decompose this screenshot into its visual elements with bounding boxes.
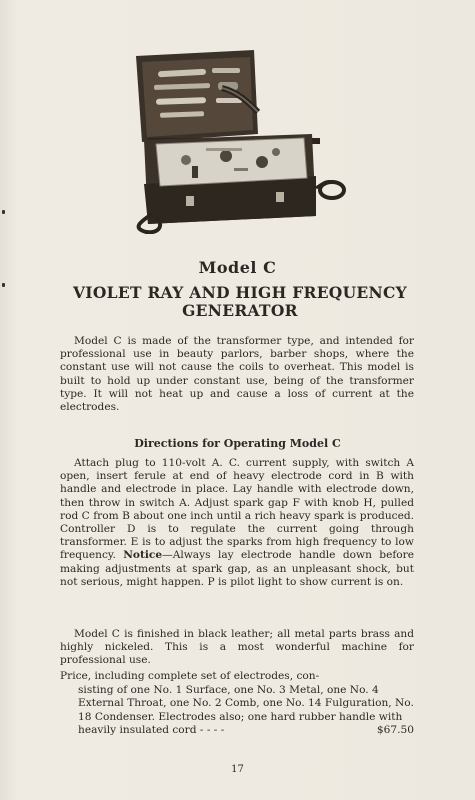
- price-line-first: Price, including complete set of electrodes, con-: [60, 670, 320, 682]
- page-number: 17: [231, 764, 244, 775]
- directions-heading: Directions for Operating Model C: [134, 437, 341, 450]
- directions-text: Attach plug to 110-volt A. C. current supply, with switch A open, insert ferule at end of heavy electrode cord in B with handle and electrode in place. Lay handle with electrode down, then throw in switch A. Adjust spark gap F with knob H, pulled rod C from B about one inch until a rich heavy spark is produced. Controller D is to regulate the current going through transformer. E is to adjust the sparks from high frequency to low frequency.: [60, 457, 414, 562]
- notice-text: —Always lay electrode handle down before making adjustments at spark gap, as an unpleasant shock, but not serious, might happen. P is pilot light to show current is on.: [60, 549, 414, 588]
- intro-paragraph: Model C is made of the transformer type, and intended for professional use in beauty parlors, barber shops, where the constant use will not cause the coils to overheat. This model is built to hold up under constant use, being of the transformer type. It will not heat up and cause a loss of current at the electrodes.: [60, 335, 414, 414]
- finish-paragraph: Model C is finished in black leather; all metal parts brass and highly nickeled. This is a most wonderful machine for professional use.: [60, 628, 414, 667]
- generator-case-photo: [126, 48, 351, 234]
- margin-speck: [2, 210, 5, 214]
- price-cord-text: heavily insulated cord - - - -: [78, 724, 225, 737]
- page-title: VIOLET RAY AND HIGH FREQUENCY GENERATOR: [72, 283, 408, 320]
- margin-speck: [2, 283, 5, 287]
- directions-paragraph: [60, 457, 414, 589]
- price-block: [60, 670, 414, 738]
- model-heading: Model C: [198, 258, 277, 277]
- price-line-rest: sisting of one No. 1 Surface, one No. 3 Metal, one No. 4 External Throat, one No. 2 Comb, one No. 14 Fulguration, No. 18 Condenser. Electrodes also; one hard rubber handle with: [78, 683, 414, 723]
- notice-label: Notice: [123, 549, 163, 562]
- price-line-total: [60, 724, 414, 738]
- price-value: $67.50: [376, 724, 414, 737]
